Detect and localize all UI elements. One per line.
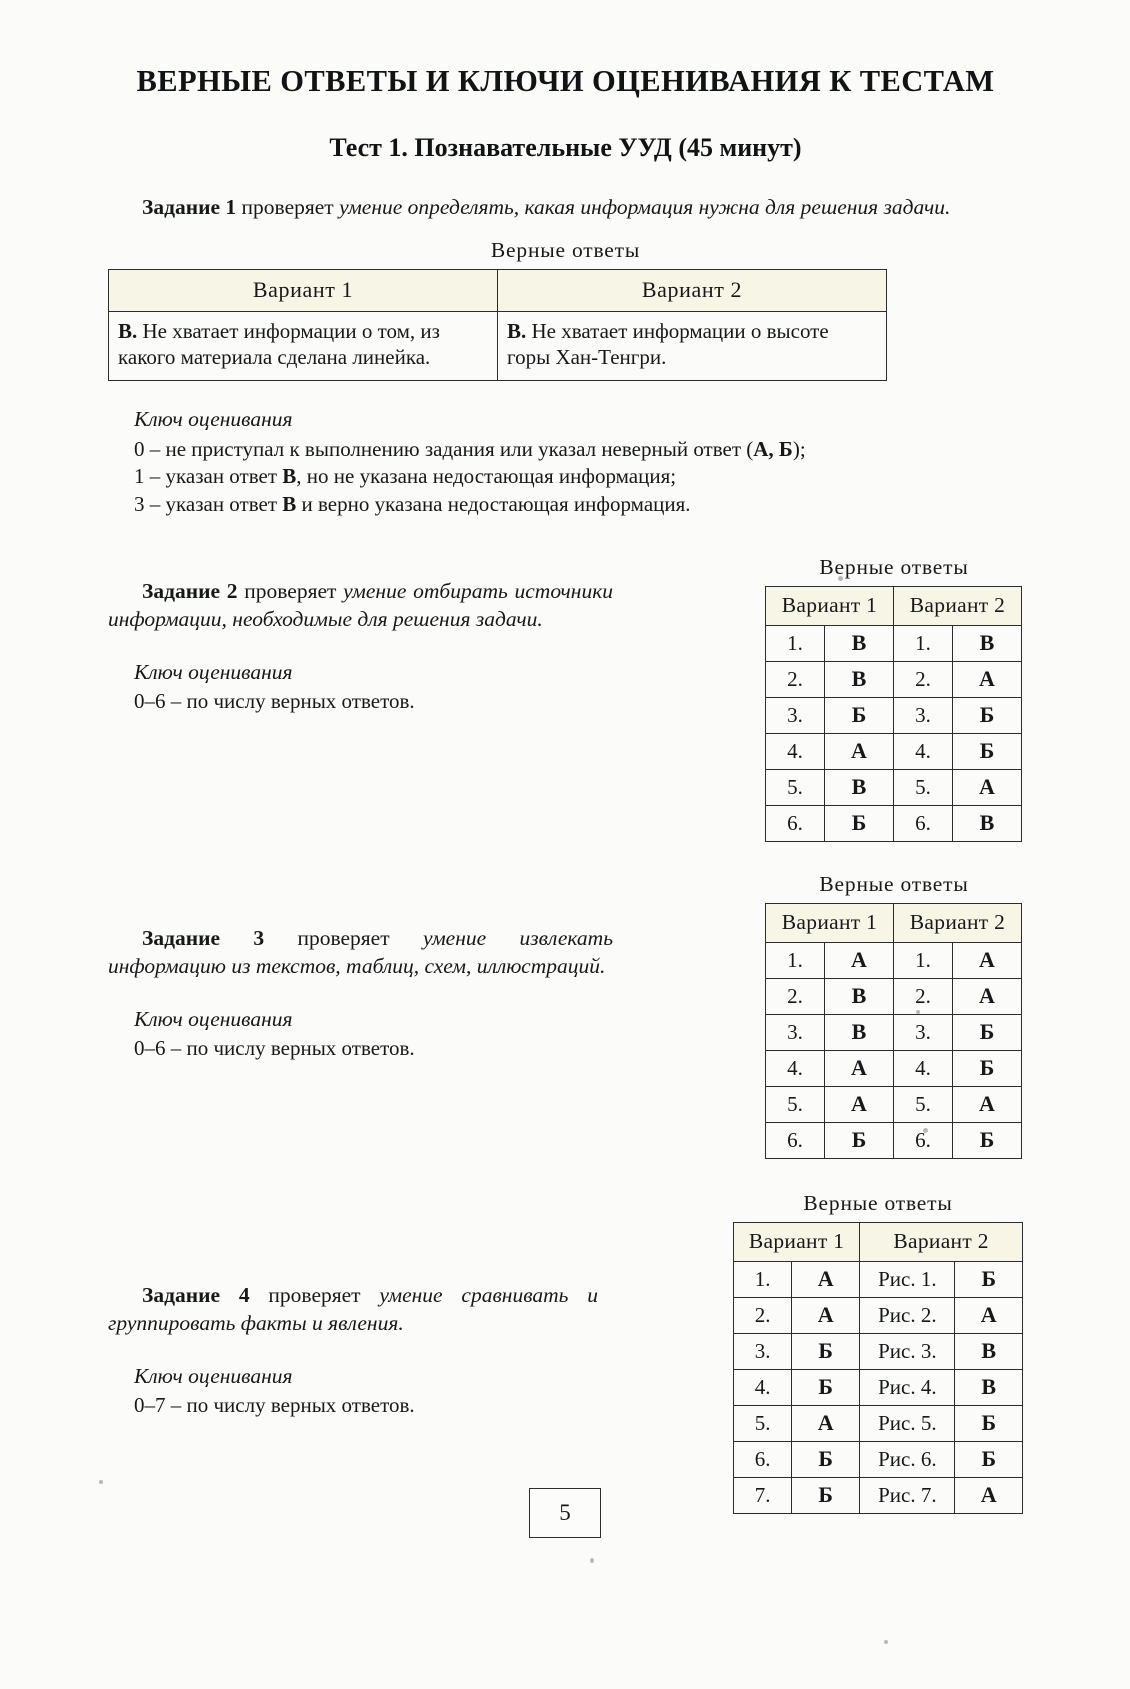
row-number-v1: 3. — [734, 1333, 792, 1369]
task-3-key-title: Ключ оценивания — [134, 1006, 293, 1031]
row-answer-v2: В — [955, 1369, 1023, 1405]
task-1-intro — [108, 193, 1023, 222]
task-1-answers-table — [108, 269, 887, 381]
key-line — [134, 463, 1023, 491]
key-text-before: указан ответ — [165, 491, 283, 516]
row-number-v2: 2. — [894, 661, 953, 697]
answer-text: Не хватает информации о том, из какого материала сделана линейка. — [118, 318, 440, 370]
table-row — [734, 1441, 1023, 1477]
table-row — [734, 1369, 1023, 1405]
key-score: 3 — [134, 491, 145, 516]
table-row — [734, 1297, 1023, 1333]
answer-text: Не хватает информации о высоте горы Хан-Тенгри. — [507, 318, 829, 370]
row-number-v1: 2. — [734, 1297, 792, 1333]
task-4-label: Задание 4 — [142, 1282, 250, 1307]
task-1-skill: умение определять, какая информация нужна для решения задачи. — [339, 195, 951, 219]
task-3-section — [108, 872, 1023, 1159]
row-number-v1: 4. — [766, 1050, 825, 1086]
row-answer-v1: А — [792, 1405, 860, 1441]
task-2-answers-table — [765, 586, 1022, 842]
row-answer-v1: А — [825, 1050, 894, 1086]
row-answer-v2: Б — [953, 1050, 1022, 1086]
row-answer-v1: А — [825, 1086, 894, 1122]
variant-2-header: Вариант 2 — [894, 586, 1022, 625]
row-number-v2: 1. — [894, 625, 953, 661]
row-answer-v1: В — [825, 1014, 894, 1050]
answer-letter: В. — [507, 318, 527, 343]
row-number-v2: Рис. 2. — [860, 1297, 955, 1333]
task-2-section — [108, 555, 1023, 842]
table-row — [766, 769, 1022, 805]
row-answer-v1: Б — [825, 697, 894, 733]
task-3-text-block — [108, 872, 613, 1061]
table-row — [734, 1405, 1023, 1441]
task-3-key-text: 0–6 – по числу верных ответов. — [134, 1035, 415, 1060]
row-number-v1: 5. — [766, 1086, 825, 1122]
key-text-before: указан ответ — [165, 464, 283, 489]
row-number-v2: 2. — [894, 978, 953, 1014]
row-answer-v1: В — [825, 978, 894, 1014]
key-text-after: ); — [792, 436, 806, 461]
page-number — [529, 1488, 601, 1538]
task-4-section — [108, 1191, 1023, 1514]
row-answer-v2: А — [955, 1477, 1023, 1513]
task-4-key-title: Ключ оценивания — [134, 1363, 293, 1388]
task-1-table-caption: Верные ответы — [490, 237, 641, 262]
table-row — [766, 625, 1022, 661]
row-number-v1: 7. — [734, 1477, 792, 1513]
table-row — [766, 697, 1022, 733]
table-header-row — [734, 1222, 1023, 1261]
table-row — [766, 1014, 1022, 1050]
row-number-v1: 3. — [766, 1014, 825, 1050]
row-answer-v1: В — [825, 625, 894, 661]
table-row — [766, 1050, 1022, 1086]
task-4-key-text: 0–7 – по числу верных ответов. — [134, 1392, 415, 1417]
row-number-v1: 4. — [734, 1369, 792, 1405]
key-score: 0 — [134, 436, 145, 461]
test-title: Тест 1. Познавательные УУД (45 минут) — [329, 133, 802, 162]
key-text-before: не приступал к выполнению задания или указал неверный ответ ( — [165, 436, 754, 461]
task-2-intro — [108, 577, 613, 634]
row-answer-v2: Б — [955, 1441, 1023, 1477]
task-1-section — [108, 193, 1023, 519]
row-number-v2: 1. — [894, 942, 953, 978]
table-header-row — [766, 903, 1022, 942]
row-number-v1: 1. — [734, 1261, 792, 1297]
row-answer-v2: А — [953, 1086, 1022, 1122]
table-row — [766, 661, 1022, 697]
row-answer-v1: В — [825, 661, 894, 697]
row-answer-v2: Б — [953, 1122, 1022, 1158]
task-2-table-block — [765, 555, 1023, 842]
key-line — [134, 491, 1023, 519]
key-bold-part: В — [282, 491, 297, 516]
variant-1-header: Вариант 1 — [734, 1222, 860, 1261]
row-number-v1: 5. — [734, 1405, 792, 1441]
row-number-v1: 3. — [766, 697, 825, 733]
row-answer-v1: Б — [792, 1333, 860, 1369]
variant-1-header: Вариант 1 — [766, 903, 894, 942]
row-number-v2: Рис. 3. — [860, 1333, 955, 1369]
task-3-table-block — [765, 872, 1023, 1159]
variant-2-header: Вариант 2 — [894, 903, 1022, 942]
task-3-answers-table — [765, 903, 1022, 1159]
row-number-v1: 2. — [766, 978, 825, 1014]
answer-letter: В. — [118, 318, 138, 343]
row-number-v2: 5. — [894, 769, 953, 805]
row-answer-v1: А — [792, 1297, 860, 1333]
row-answer-v1: Б — [825, 805, 894, 841]
row-number-v2: 4. — [894, 1050, 953, 1086]
task-3-table-caption: Верные ответы — [819, 871, 969, 896]
row-answer-v1: А — [825, 733, 894, 769]
row-answer-v2: А — [953, 942, 1022, 978]
row-answer-v1: А — [825, 942, 894, 978]
scan-speck — [590, 1558, 594, 1563]
table-header-row — [109, 269, 887, 311]
table-header-row — [766, 586, 1022, 625]
key-bold-part: В — [282, 464, 297, 489]
row-answer-v2: А — [953, 978, 1022, 1014]
task-4-intro — [108, 1281, 598, 1338]
task-2-label: Задание 2 — [142, 578, 238, 603]
row-answer-v1: Б — [825, 1122, 894, 1158]
table-row — [766, 733, 1022, 769]
key-line — [134, 436, 1023, 464]
row-number-v1: 2. — [766, 661, 825, 697]
variant-1-header: Вариант 1 — [109, 269, 498, 311]
row-number-v1: 6. — [734, 1441, 792, 1477]
task-2-key-text: 0–6 – по числу верных ответов. — [134, 688, 415, 713]
table-row — [734, 1477, 1023, 1513]
row-number-v1: 1. — [766, 942, 825, 978]
key-text-after: , но не указана недостающая информация; — [296, 464, 677, 489]
key-score: 1 — [134, 464, 145, 489]
row-answer-v1: Б — [792, 1441, 860, 1477]
task-4-skill: умение сравнивать и группировать факты и явления. — [108, 1282, 598, 1336]
row-answer-v2: А — [955, 1297, 1023, 1333]
variant-1-header: Вариант 1 — [766, 586, 894, 625]
row-number-v2: Рис. 1. — [860, 1261, 955, 1297]
row-number-v2: 5. — [894, 1086, 953, 1122]
row-number-v1: 5. — [766, 769, 825, 805]
row-answer-v1: Б — [792, 1369, 860, 1405]
page-title: ВЕРНЫЕ ОТВЕТЫ И КЛЮЧИ ОЦЕНИВАНИЯ К ТЕСТАМ — [136, 64, 995, 98]
row-answer-v1: А — [792, 1261, 860, 1297]
row-number-v2: 6. — [894, 805, 953, 841]
row-answer-v2: В — [955, 1333, 1023, 1369]
scan-speck — [99, 1480, 103, 1484]
task-1-label: Задание 1 — [142, 195, 237, 219]
row-answer-v2: Б — [953, 697, 1022, 733]
row-answer-v1: Б — [792, 1477, 860, 1513]
key-text-after: и верно указана недостающая информация. — [296, 491, 691, 516]
task-4-verb: проверяет — [249, 1282, 380, 1307]
row-answer-v2: А — [953, 661, 1022, 697]
page-content — [108, 64, 1023, 1514]
table-row — [766, 805, 1022, 841]
row-answer-v2: Б — [953, 733, 1022, 769]
task-1-key-lines — [108, 436, 1023, 519]
row-number-v2: 6. — [894, 1122, 953, 1158]
task-1-verb: проверяет — [236, 195, 340, 219]
row-number-v2: 3. — [894, 1014, 953, 1050]
task-4-table-block — [733, 1191, 1023, 1514]
row-number-v1: 1. — [766, 625, 825, 661]
task-3-skill: умение извлекать информацию из текстов, таблиц, схем, иллюстраций. — [108, 925, 613, 979]
task-2-skill: умение отбирать источники информации, необходимые для решения задачи. — [108, 578, 613, 632]
row-number-v2: Рис. 5. — [860, 1405, 955, 1441]
row-number-v1: 6. — [766, 805, 825, 841]
page-number-value: 5 — [559, 1500, 571, 1525]
task-3-label: Задание 3 — [142, 925, 265, 950]
row-number-v2: Рис. 4. — [860, 1369, 955, 1405]
table-row — [766, 1122, 1022, 1158]
task-2-verb: проверяет — [237, 578, 344, 603]
scan-speck — [884, 1640, 888, 1644]
table-row — [766, 942, 1022, 978]
key-dash: – — [144, 436, 166, 461]
task-4-text-block — [108, 1191, 598, 1418]
row-answer-v2: В — [953, 625, 1022, 661]
row-number-v2: 3. — [894, 697, 953, 733]
row-answer-v2: Б — [955, 1261, 1023, 1297]
task-3-intro — [108, 924, 613, 981]
row-number-v2: 4. — [894, 733, 953, 769]
task-2-key-title: Ключ оценивания — [134, 659, 293, 684]
row-answer-v2: Б — [955, 1405, 1023, 1441]
key-dash: – — [144, 464, 166, 489]
task-3-verb: проверяет — [264, 925, 423, 950]
variant-2-header: Вариант 2 — [860, 1222, 1023, 1261]
row-answer-v2: В — [953, 805, 1022, 841]
task-1-key-title: Ключ оценивания — [134, 406, 293, 431]
table-row — [766, 1086, 1022, 1122]
variant-2-header: Вариант 2 — [498, 269, 887, 311]
table-row — [766, 978, 1022, 1014]
row-answer-v2: А — [953, 769, 1022, 805]
row-answer-v1: В — [825, 769, 894, 805]
row-number-v1: 4. — [766, 733, 825, 769]
row-number-v2: Рис. 7. — [860, 1477, 955, 1513]
row-number-v2: Рис. 6. — [860, 1441, 955, 1477]
key-dash: – — [144, 491, 166, 516]
table-row — [734, 1261, 1023, 1297]
task-4-answers-table — [733, 1222, 1023, 1514]
table-row — [109, 311, 887, 380]
task-2-table-caption: Верные ответы — [819, 554, 969, 579]
task-4-table-caption: Верные ответы — [803, 1190, 953, 1215]
table-row — [734, 1333, 1023, 1369]
task-2-text-block — [108, 555, 613, 714]
variant-2-answer-cell — [498, 311, 887, 380]
row-answer-v2: Б — [953, 1014, 1022, 1050]
row-number-v1: 6. — [766, 1122, 825, 1158]
variant-1-answer-cell — [109, 311, 498, 380]
key-bold-part: А, Б — [753, 436, 793, 461]
